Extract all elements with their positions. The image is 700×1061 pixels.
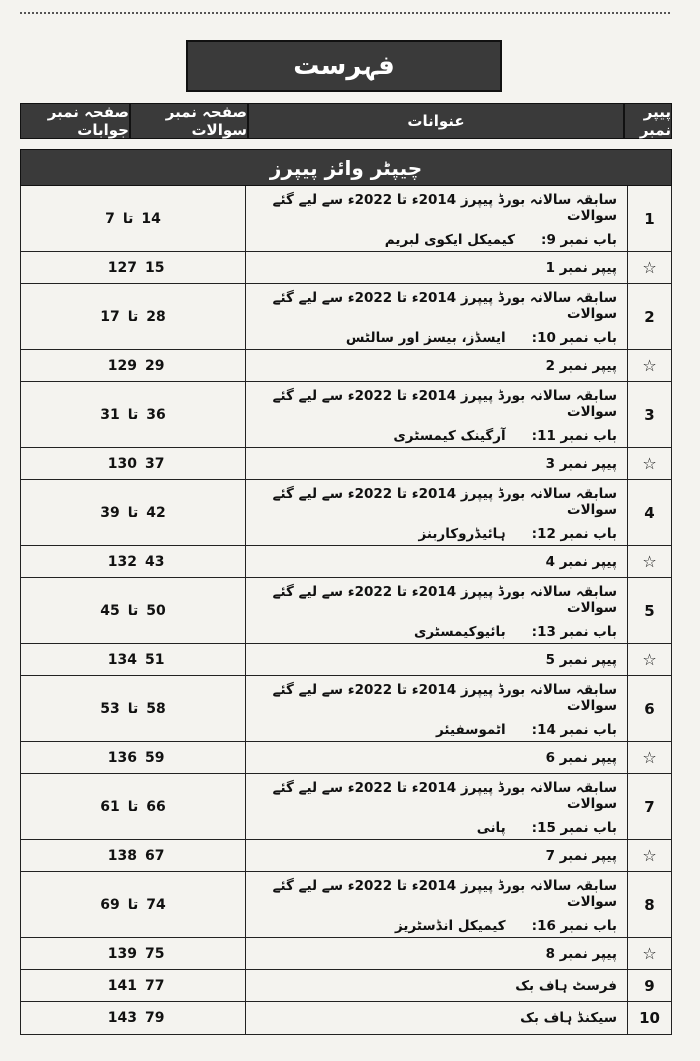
book-label: سیکنڈ ہاف بک [245, 1002, 627, 1034]
chapter-line [256, 428, 617, 444]
chapter-label: باب نمبر 10: [531, 330, 617, 346]
range-from: 45 [100, 602, 120, 619]
row-marker [627, 644, 671, 675]
chapter-name: پانی [476, 820, 506, 836]
book-row [21, 970, 671, 1002]
chapter-line [256, 722, 617, 738]
paper-row [21, 840, 671, 872]
range-separator: تا [127, 406, 139, 423]
row-number: 1 [627, 186, 671, 251]
topic-cell [245, 676, 627, 741]
contents-table [20, 186, 672, 1035]
paper-label: پیپر نمبر 8 [245, 938, 627, 969]
topic-cell [245, 872, 627, 937]
range-separator: تا [122, 210, 134, 227]
chapter-row [21, 676, 671, 742]
topic-cell [245, 578, 627, 643]
paper-row [21, 448, 671, 480]
topic-cell [245, 774, 627, 839]
chapter-row [21, 284, 671, 350]
star-icon: ☆ [642, 944, 657, 963]
past-papers-line: سابقہ سالانہ بورڈ پیپرز 2014ء تا 2022ء سے لیے گئے سوالات [272, 780, 617, 812]
row-number: 2 [627, 284, 671, 349]
paper-label: پیپر نمبر 1 [245, 252, 627, 283]
paper-row [21, 742, 671, 774]
paper-label: پیپر نمبر 3 [245, 448, 627, 479]
range-to: 42 [146, 504, 166, 521]
chapter-name: کیمیکل انڈسٹریز [394, 918, 506, 934]
chapter-label: باب نمبر 14: [531, 722, 617, 738]
chapter-row [21, 578, 671, 644]
page-answers: 134 [107, 651, 137, 668]
range-separator: تا [127, 308, 139, 325]
topic-cell [245, 284, 627, 349]
range-separator: تا [127, 798, 139, 815]
page-questions: 67 [145, 847, 165, 864]
chapter-label: باب نمبر 13: [531, 624, 617, 640]
top-dotted-rule [20, 12, 670, 14]
past-papers-line: سابقہ سالانہ بورڈ پیپرز 2014ء تا 2022ء سے لیے گئے سوالات [272, 388, 617, 420]
chapter-label: باب نمبر 16: [531, 918, 617, 934]
paper-row [21, 252, 671, 284]
row-marker [627, 840, 671, 871]
row-number: 9 [627, 970, 671, 1001]
header-page-questions: صفحہ نمبر سوالات [130, 103, 248, 139]
title-banner [186, 40, 502, 92]
star-icon: ☆ [642, 356, 657, 375]
page-answers: 127 [107, 259, 137, 276]
page-answers: 129 [107, 357, 137, 374]
range-to: 66 [146, 798, 166, 815]
page-questions: 59 [145, 749, 165, 766]
range-separator: تا [127, 504, 139, 521]
page-range [21, 774, 245, 839]
range-to: 14 [141, 210, 161, 227]
page-answers: 143 [107, 1010, 137, 1026]
chapter-name: اٹموسفیئر [436, 722, 506, 738]
table-header [20, 103, 672, 139]
page-range [21, 284, 245, 349]
row-marker [627, 546, 671, 577]
range-to: 36 [146, 406, 166, 423]
paper-row [21, 938, 671, 970]
chapter-name: ایسڈز، بیسز اور سالٹس [345, 330, 506, 346]
page-questions: 37 [145, 455, 165, 472]
page-questions: 75 [145, 945, 165, 962]
chapter-name: آرگینک کیمسٹری [393, 428, 506, 444]
range-separator: تا [127, 700, 139, 717]
page-range [21, 872, 245, 937]
page-answers: 141 [107, 977, 137, 994]
chapter-row [21, 382, 671, 448]
paper-row [21, 350, 671, 382]
paper-label: پیپر نمبر 6 [245, 742, 627, 773]
star-icon: ☆ [642, 454, 657, 473]
past-papers-line: سابقہ سالانہ بورڈ پیپرز 2014ء تا 2022ء سے لیے گئے سوالات [272, 290, 617, 322]
page-answers: 138 [107, 847, 137, 864]
chapter-label: باب نمبر 12: [531, 526, 617, 542]
topic-cell [245, 480, 627, 545]
range-from: 69 [100, 896, 120, 913]
paper-label: پیپر نمبر 7 [245, 840, 627, 871]
past-papers-line: سابقہ سالانہ بورڈ پیپرز 2014ء تا 2022ء سے لیے گئے سوالات [272, 192, 617, 224]
row-marker [627, 742, 671, 773]
page-title: فہرست [293, 51, 395, 81]
page-answers: 139 [107, 945, 137, 962]
past-papers-line: سابقہ سالانہ بورڈ پیپرز 2014ء تا 2022ء سے لیے گئے سوالات [272, 682, 617, 714]
range-to: 74 [146, 896, 166, 913]
chapter-row [21, 774, 671, 840]
chapter-line [256, 820, 617, 836]
row-marker [627, 938, 671, 969]
star-icon: ☆ [642, 258, 657, 277]
range-from: 17 [100, 308, 120, 325]
topic-cell [245, 186, 627, 251]
page-range [21, 578, 245, 643]
paper-row [21, 546, 671, 578]
page-questions: 15 [145, 259, 165, 276]
range-from: 7 [105, 210, 115, 227]
page-questions: 51 [145, 651, 165, 668]
row-number: 6 [627, 676, 671, 741]
page-questions: 29 [145, 357, 165, 374]
page-questions: 43 [145, 553, 165, 570]
chapter-line [256, 330, 617, 346]
chapter-name: کیمیکل ایکوی لبریم [384, 232, 516, 248]
paper-label: پیپر نمبر 2 [245, 350, 627, 381]
row-number: 10 [627, 1002, 671, 1034]
row-number: 3 [627, 382, 671, 447]
page-answers: 130 [107, 455, 137, 472]
row-number: 8 [627, 872, 671, 937]
chapter-row [21, 872, 671, 938]
page-range [21, 480, 245, 545]
header-page-answers: صفحہ نمبر جوابات [20, 103, 130, 139]
past-papers-line: سابقہ سالانہ بورڈ پیپرز 2014ء تا 2022ء سے لیے گئے سوالات [272, 878, 617, 910]
header-paper-no: پیپر نمبر [624, 103, 672, 139]
past-papers-line: سابقہ سالانہ بورڈ پیپرز 2014ء تا 2022ء سے لیے گئے سوالات [272, 584, 617, 616]
chapter-label: باب نمبر 9: [541, 232, 617, 248]
section-band: چیپٹر وائز پیپرز [20, 149, 672, 186]
page-range [21, 186, 245, 251]
row-number: 7 [627, 774, 671, 839]
row-number: 5 [627, 578, 671, 643]
chapter-label: باب نمبر 11: [531, 428, 617, 444]
chapter-line [256, 526, 617, 542]
chapter-name: ہائیڈروکاربنز [418, 526, 506, 542]
paper-row [21, 644, 671, 676]
row-marker [627, 350, 671, 381]
chapter-line [256, 624, 617, 640]
row-marker [627, 448, 671, 479]
range-to: 50 [146, 602, 166, 619]
star-icon: ☆ [642, 748, 657, 767]
row-number: 4 [627, 480, 671, 545]
page-answers: 136 [107, 749, 137, 766]
book-label: فرسٹ ہاف بک [245, 970, 627, 1001]
chapter-line [256, 232, 617, 248]
range-from: 31 [100, 406, 120, 423]
range-separator: تا [127, 896, 139, 913]
range-from: 39 [100, 504, 120, 521]
paper-label: پیپر نمبر 4 [245, 546, 627, 577]
range-to: 28 [146, 308, 166, 325]
star-icon: ☆ [642, 650, 657, 669]
range-from: 61 [100, 798, 120, 815]
past-papers-line: سابقہ سالانہ بورڈ پیپرز 2014ء تا 2022ء سے لیے گئے سوالات [272, 486, 617, 518]
star-icon: ☆ [642, 552, 657, 571]
page-range [21, 676, 245, 741]
paper-label: پیپر نمبر 5 [245, 644, 627, 675]
header-topics: عنوانات [248, 103, 624, 139]
page-range [21, 382, 245, 447]
chapter-line [256, 918, 617, 934]
page-answers: 132 [107, 553, 137, 570]
chapter-label: باب نمبر 15: [531, 820, 617, 836]
chapter-name: بائیوکیمسٹری [414, 624, 506, 640]
chapter-row [21, 186, 671, 252]
range-to: 58 [146, 700, 166, 717]
book-row [21, 1002, 671, 1034]
range-separator: تا [127, 602, 139, 619]
topic-cell [245, 382, 627, 447]
star-icon: ☆ [642, 846, 657, 865]
range-from: 53 [100, 700, 120, 717]
page-questions: 77 [145, 977, 165, 994]
row-marker [627, 252, 671, 283]
page-questions: 79 [145, 1010, 165, 1026]
chapter-row [21, 480, 671, 546]
